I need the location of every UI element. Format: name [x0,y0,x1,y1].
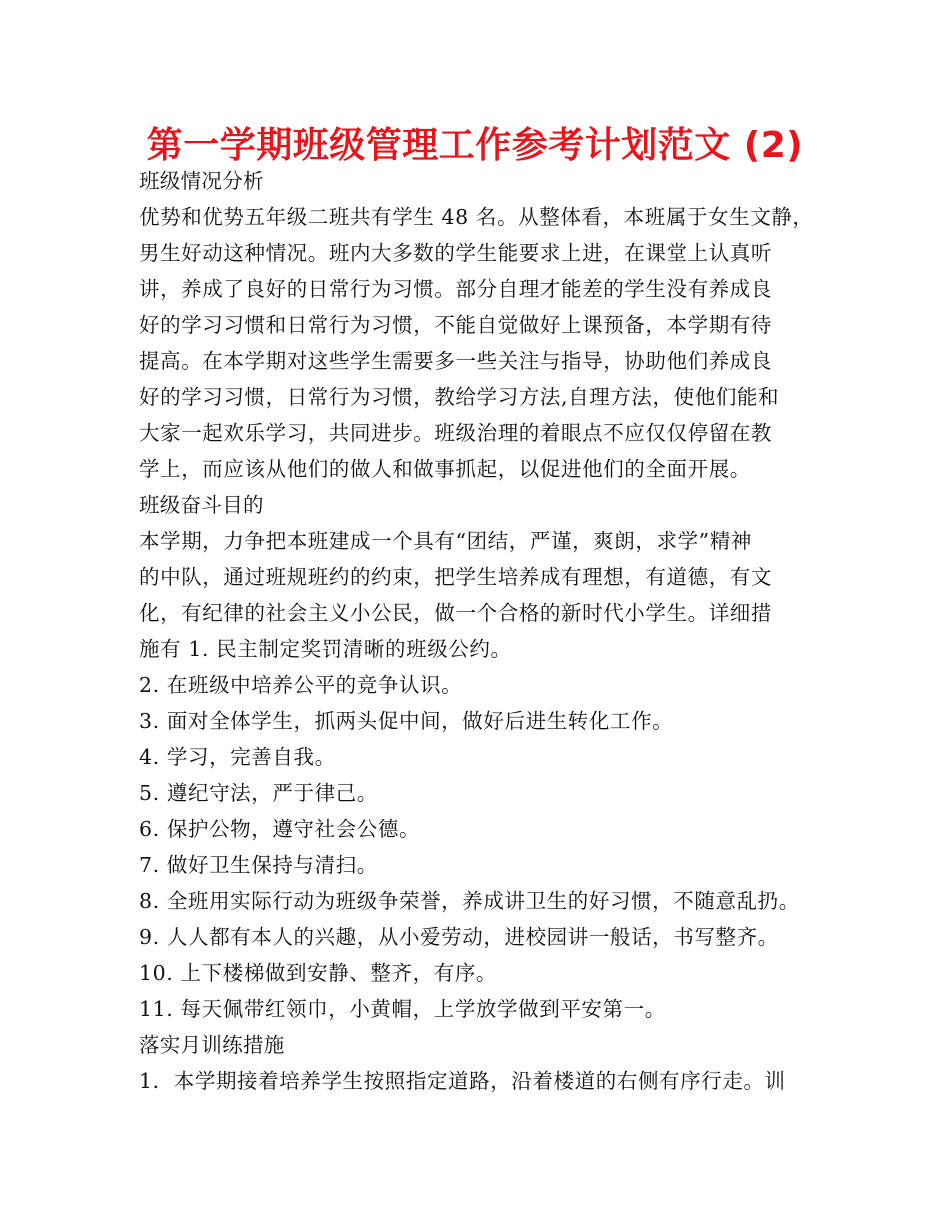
list-item: 11. 每天佩带红领巾，小黄帽，上学放学做到平安第一。 [139,997,666,1021]
paragraph-line: 男生好动这种情况。班内大多数的学生能要求上进，在课堂上认真听 [139,241,772,265]
list-item: 2. 在班级中培养公平的竞争认识。 [139,673,463,697]
list-item: 10. 上下楼梯做到安静、整齐，有序。 [139,961,498,985]
paragraph-line: 本学期，力争把本班建成一个具有“团结，严谨，爽朗，求学”精神 [139,529,752,553]
list-item: 6. 保护公物，遵守社会公德。 [139,817,421,841]
list-item: 3. 面对全体学生，抓两头促中间，做好后进生转化工作。 [139,709,674,733]
list-item: 9. 人人都有本人的兴趣，从小爱劳动，进校园讲一般话，书写整齐。 [139,925,779,949]
paragraph-line: 好的学习习惯，日常行为习惯，教给学习方法,自理方法，使他们能和 [139,385,780,409]
document-title: 第一学期班级管理工作参考计划范文 (2) [146,125,804,166]
paragraph-line: 1．本学期接着培养学生按照指定道路，沿着楼道的右侧有序行走。训 [139,1069,786,1093]
list-item: 7. 做好卫生保持与清扫。 [139,853,378,877]
list-item: 施有 1. 民主制定奖罚清晰的班级公约。 [139,637,512,661]
paragraph-line: 的中队，通过班规班约的约束，把学生培养成有理想，有道德，有文 [139,565,772,589]
section-heading-monthly-training: 落实月训练措施 [139,1033,285,1057]
section-heading-class-situation: 班级情况分析 [139,169,264,193]
paragraph-line: 好的学习习惯和日常行为习惯，不能自觉做好上课预备，本学期有待 [139,313,772,337]
paragraph-line: 大家一起欢乐学习，共同进步。班级治理的着眼点不应仅仅停留在教 [139,421,772,445]
paragraph-line: 化，有纪律的社会主义小公民，做一个合格的新时代小学生。详细措 [139,601,772,625]
paragraph-line: 讲，养成了良好的日常行为习惯。部分自理才能差的学生没有养成良 [139,277,772,301]
paragraph-line: 提高。在本学期对这些学生需要多一些关注与指导，协助他们养成良 [139,349,772,373]
list-item: 8. 全班用实际行动为班级争荣誉，养成讲卫生的好习惯，不随意乱扔。 [139,889,800,913]
document-body [139,163,814,1099]
list-item: 4. 学习，完善自我。 [139,745,336,769]
section-heading-class-goals: 班级奋斗目的 [139,493,264,517]
paragraph-line: 优势和优势五年级二班共有学生 48 名。从整体看，本班属于女生文静， [139,205,814,229]
paragraph-line: 学上，而应该从他们的做人和做事抓起，以促进他们的全面开展。 [139,457,751,481]
list-item: 5. 遵纪守法，严于律己。 [139,781,378,805]
